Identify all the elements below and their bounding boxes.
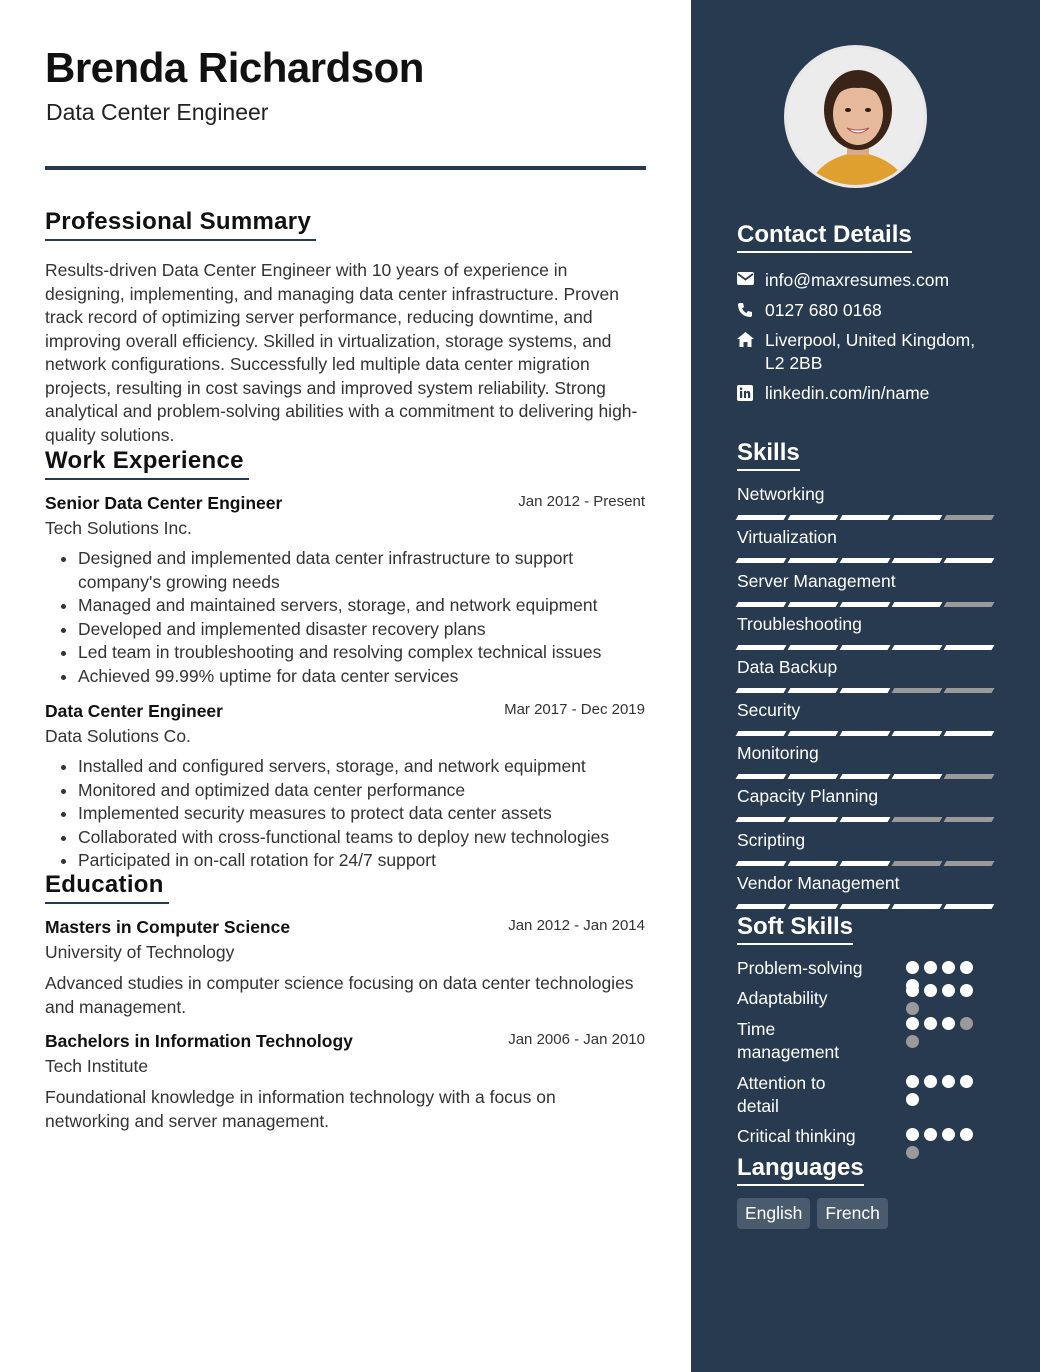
languages-list	[737, 1198, 888, 1229]
contact-email	[737, 269, 949, 292]
rating-bar-filled	[840, 645, 891, 650]
rating-bar-empty	[892, 817, 943, 822]
rating-bar-filled	[736, 774, 787, 779]
phone-icon	[737, 299, 765, 318]
rating-bar-filled	[944, 731, 995, 736]
edu-date: Jan 2006 - Jan 2010	[508, 1031, 645, 1048]
soft-skill-label: Critical thinking	[737, 1126, 856, 1146]
skill-item	[737, 873, 993, 909]
job-bullet: • Led team in troubleshooting and resolving complex technical issues	[78, 641, 645, 665]
skill-rating-bars	[737, 515, 993, 520]
rating-bar-empty	[944, 774, 995, 779]
rating-dot-filled	[924, 1017, 937, 1030]
job-entry	[45, 701, 645, 873]
rating-dot-filled	[906, 1128, 919, 1141]
rating-dot-empty	[906, 1035, 919, 1048]
rating-bar-filled	[788, 558, 839, 563]
rating-dot-filled	[906, 1093, 919, 1106]
rating-bar-filled	[944, 558, 995, 563]
rating-dot-filled	[960, 1075, 973, 1088]
job-bullet: • Collaborated with cross-functional teams to deploy new technologies	[78, 826, 645, 850]
rating-bar-filled	[892, 602, 943, 607]
job-role: Senior Data Center Engineer	[45, 493, 283, 513]
skill-item	[737, 700, 993, 736]
rating-bar-filled	[840, 688, 891, 693]
language-tag: French	[817, 1198, 887, 1229]
skill-label: Vendor Management	[737, 873, 900, 893]
soft-skill-label: Time management	[737, 1019, 840, 1062]
job-bullet: • Installed and configured servers, storage, and network equipment	[78, 755, 645, 779]
soft-skill-rating-dots	[906, 1128, 986, 1159]
rating-dot-filled	[906, 1075, 919, 1088]
rating-bar-filled	[736, 645, 787, 650]
soft-skill-rating-dots	[906, 1017, 986, 1048]
contact-phone-text[interactable]: 0127 680 0168	[765, 300, 882, 320]
rating-bar-filled	[736, 904, 787, 909]
skill-label: Scripting	[737, 830, 806, 850]
skill-rating-bars	[737, 861, 993, 866]
skill-rating-bars	[737, 558, 993, 563]
rating-bar-empty	[892, 861, 943, 866]
skill-label: Monitoring	[737, 743, 819, 763]
skill-item	[737, 657, 993, 693]
soft-skill-label: Adaptability	[737, 988, 828, 1008]
rating-bar-filled	[944, 645, 995, 650]
rating-bar-filled	[788, 515, 839, 520]
job-entry	[45, 493, 645, 688]
rating-bar-filled	[736, 688, 787, 693]
rating-bar-filled	[840, 774, 891, 779]
rating-bar-filled	[840, 817, 891, 822]
contact-heading: Contact Details	[737, 221, 912, 253]
edu-school: University of Technology	[45, 942, 235, 962]
rating-bar-filled	[736, 817, 787, 822]
summary-text: Results-driven Data Center Engineer with 10 years of experience in designing, implementing, and managing data center infrastructure. Proven track record of optimizing server performance, reducing downtime, and improving overall efficiency. Skilled in virtualization, storage systems, and network configurations. Successfully led multiple data center migration projects, resulting in cost savings and improved system reliability. Strong analytical and problem-solving abilities with a commitment to delivering high-quality solutions.	[45, 260, 638, 445]
rating-bar-filled	[944, 904, 995, 909]
contact-linkedin	[737, 382, 929, 405]
rating-bar-empty	[944, 861, 995, 866]
candidate-name: Brenda Richardson	[45, 44, 424, 91]
skill-item	[737, 743, 993, 779]
rating-bar-filled	[788, 645, 839, 650]
rating-bar-filled	[840, 558, 891, 563]
rating-bar-filled	[736, 602, 787, 607]
edu-degree: Masters in Computer Science	[45, 917, 291, 937]
contact-address	[737, 329, 975, 375]
soft-skills-heading: Soft Skills	[737, 913, 853, 945]
address-line-2: L2 2BB	[765, 353, 823, 373]
rating-dot-filled	[960, 1128, 973, 1141]
rating-dot-empty	[906, 1146, 919, 1159]
skill-item	[737, 786, 993, 822]
edu-desc: Advanced studies in computer science focusing on data center technologies and management.	[45, 973, 634, 1017]
rating-dot-filled	[906, 961, 919, 974]
rating-bar-filled	[788, 817, 839, 822]
skill-rating-bars	[737, 602, 993, 607]
rating-dot-filled	[924, 961, 937, 974]
job-date: Jan 2012 - Present	[518, 493, 645, 510]
job-org: Data Solutions Co.	[45, 726, 191, 746]
rating-dot-filled	[924, 1075, 937, 1088]
skill-item	[737, 484, 993, 520]
experience-heading: Work Experience	[45, 447, 249, 480]
rating-dot-filled	[960, 984, 973, 997]
rating-bar-filled	[788, 688, 839, 693]
skill-rating-bars	[737, 645, 993, 650]
rating-bar-filled	[892, 731, 943, 736]
skill-label: Capacity Planning	[737, 786, 879, 806]
rating-dot-filled	[906, 984, 919, 997]
skill-rating-bars	[737, 904, 993, 909]
rating-bar-filled	[736, 558, 787, 563]
job-org: Tech Solutions Inc.	[45, 518, 192, 538]
rating-bar-empty	[944, 688, 995, 693]
rating-dot-filled	[942, 1075, 955, 1088]
skill-label: Security	[737, 700, 801, 720]
soft-skill-rating-dots	[906, 1075, 986, 1106]
rating-bar-filled	[788, 731, 839, 736]
rating-bar-filled	[736, 731, 787, 736]
rating-dot-filled	[924, 1128, 937, 1141]
rating-bar-empty	[944, 817, 995, 822]
summary-heading: Professional Summary	[45, 208, 316, 241]
job-bullet: • Monitored and optimized data center performance	[78, 779, 645, 803]
job-bullet: • Participated in on-call rotation for 24/7 support	[78, 849, 645, 873]
skill-rating-bars	[737, 774, 993, 779]
rating-dot-filled	[942, 961, 955, 974]
rating-bar-filled	[840, 731, 891, 736]
rating-dot-filled	[924, 984, 937, 997]
skill-rating-bars	[737, 688, 993, 693]
rating-bar-filled	[736, 861, 787, 866]
language-tag: English	[737, 1198, 810, 1229]
skill-item	[737, 830, 993, 866]
skill-rating-bars	[737, 731, 993, 736]
job-bullets	[45, 547, 645, 688]
job-bullet: • Developed and implemented disaster recovery plans	[78, 618, 645, 642]
contact-address-text	[765, 329, 975, 375]
rating-bar-filled	[788, 774, 839, 779]
rating-dot-filled	[906, 1017, 919, 1030]
address-line-1: Liverpool, United Kingdom,	[765, 330, 976, 350]
edu-degree: Bachelors in Information Technology	[45, 1031, 353, 1051]
envelope-icon	[737, 269, 765, 285]
contact-email-text[interactable]: info@maxresumes.com	[765, 270, 950, 290]
job-bullet: • Designed and implemented data center infrastructure to support company's growing needs	[78, 547, 645, 594]
skill-label: Troubleshooting	[737, 614, 862, 634]
rating-dot-empty	[906, 1002, 919, 1015]
skill-item	[737, 571, 993, 607]
job-role: Data Center Engineer	[45, 701, 223, 721]
header-divider	[45, 166, 646, 170]
rating-bar-empty	[944, 602, 995, 607]
rating-dot-filled	[942, 1017, 955, 1030]
rating-dot-filled	[960, 961, 973, 974]
rating-dot-empty	[960, 1017, 973, 1030]
rating-bar-filled	[788, 602, 839, 607]
rating-bar-empty	[944, 515, 995, 520]
rating-dot-filled	[942, 1128, 955, 1141]
edu-desc: Foundational knowledge in information technology with a focus on networking and server management.	[45, 1087, 556, 1131]
skill-item	[737, 527, 993, 563]
skill-rating-bars	[737, 817, 993, 822]
rating-bar-filled	[892, 515, 943, 520]
skill-label: Data Backup	[737, 657, 838, 677]
contact-phone	[737, 299, 882, 322]
skill-label: Server Management	[737, 571, 896, 591]
rating-bar-filled	[788, 861, 839, 866]
home-icon	[737, 329, 765, 347]
soft-skill-rating-dots	[906, 984, 986, 1015]
rating-bar-empty	[892, 688, 943, 693]
job-bullets	[45, 755, 645, 873]
education-heading: Education	[45, 871, 169, 904]
edu-school: Tech Institute	[45, 1056, 149, 1076]
profile-photo	[784, 45, 927, 188]
education-entry	[45, 917, 645, 1019]
rating-bar-filled	[892, 774, 943, 779]
linkedin-icon	[737, 382, 765, 401]
rating-bar-filled	[736, 515, 787, 520]
rating-bar-filled	[788, 904, 839, 909]
soft-skill-label: Problem-solving	[737, 958, 863, 978]
rating-bar-filled	[892, 904, 943, 909]
rating-bar-filled	[840, 904, 891, 909]
skill-label: Networking	[737, 484, 825, 504]
job-bullet: • Achieved 99.99% uptime for data center services	[78, 665, 645, 689]
job-bullet: • Managed and maintained servers, storage, and network equipment	[78, 594, 645, 618]
skill-item	[737, 614, 993, 650]
candidate-title: Data Center Engineer	[46, 99, 269, 125]
rating-bar-filled	[892, 558, 943, 563]
education-entry	[45, 1031, 645, 1133]
rating-bar-filled	[840, 861, 891, 866]
rating-bar-filled	[840, 515, 891, 520]
job-date: Mar 2017 - Dec 2019	[504, 701, 645, 718]
rating-dot-filled	[942, 984, 955, 997]
skills-heading: Skills	[737, 439, 800, 471]
edu-date: Jan 2012 - Jan 2014	[508, 917, 645, 934]
contact-linkedin-text[interactable]: linkedin.com/in/name	[765, 383, 930, 403]
rating-bar-filled	[892, 645, 943, 650]
job-bullet: • Implemented security measures to protect data center assets	[78, 802, 645, 826]
languages-heading: Languages	[737, 1154, 864, 1186]
rating-bar-filled	[840, 602, 891, 607]
skill-label: Virtualization	[737, 527, 837, 547]
soft-skill-label: Attention to detail	[737, 1073, 826, 1116]
